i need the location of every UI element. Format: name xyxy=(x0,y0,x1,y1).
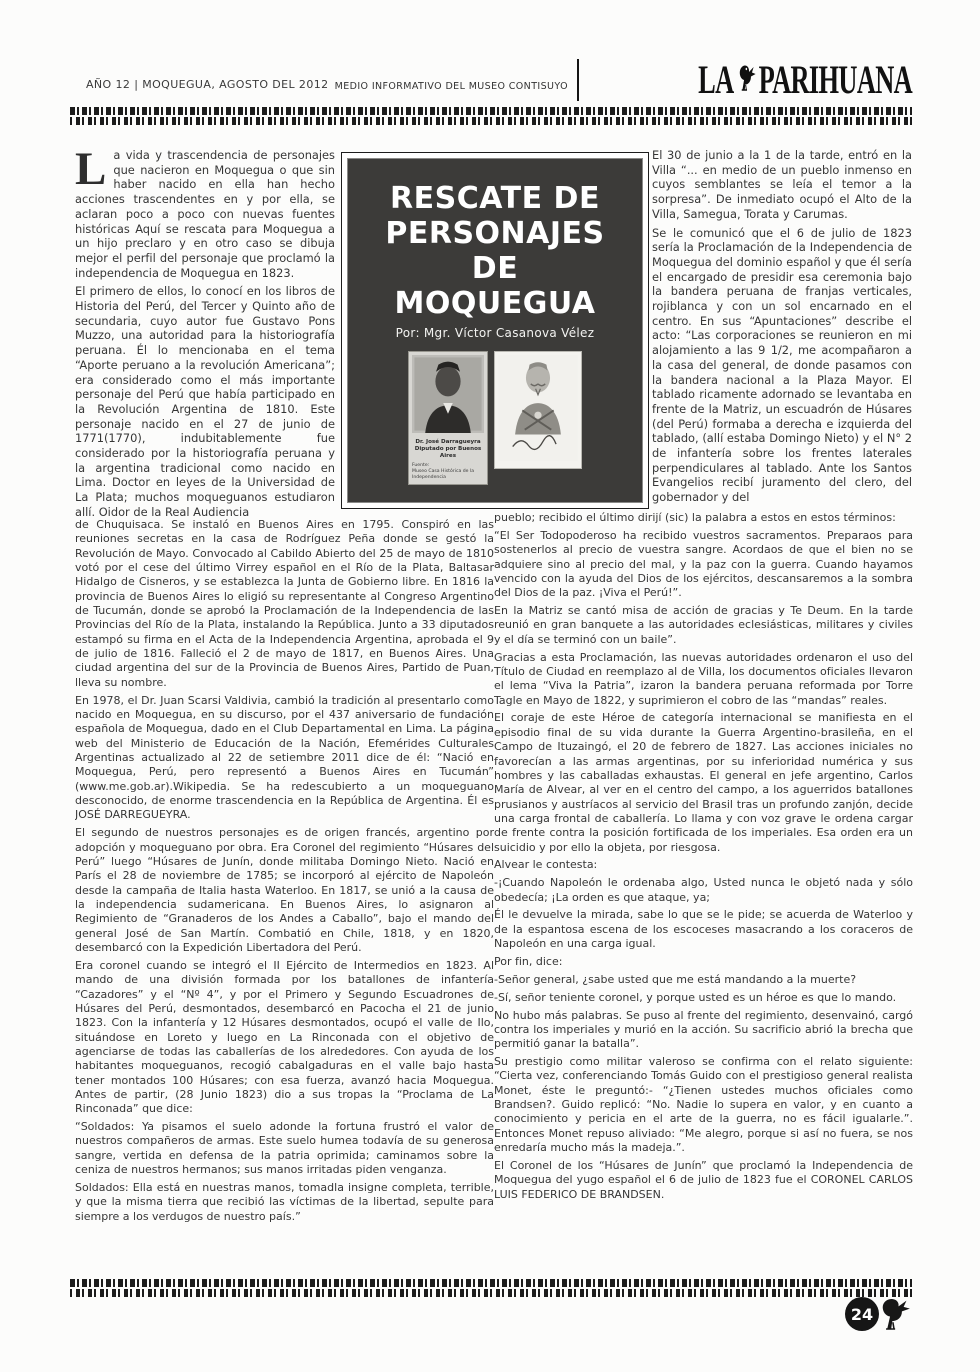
issue-info: AÑO 12 | MOQUEGUA, AGOSTO DEL 2012 xyxy=(86,78,329,91)
feature-title-line: DE xyxy=(471,251,519,286)
article-paragraph: Alvear le contesta: xyxy=(494,858,598,872)
article-paragraph: El primero de ellos, lo conocí en los libros de Historia del Perú, del Tercer y Quinto año de secundaria, cuyo autor fue Gustavo Pons Muzzo, una autoridad para la historiografía peruana. Él lo mencionaba en el tema “Aporte peruano a la revolución Americana”; era considerado como el más importante personaje del Perú que había participado en la Revolución Argentina de 1810. Este personaje nacido en el 27 de junio de 1771(1770), indubitablemente fue considerado por la historiografía peruana y la argentina tradicional como nacido en Lima. Doctor en leyes de la Universidad de La Plata; muchos moqueguanos estudiaron allí. Oidor de la Real Audiencia xyxy=(75,284,335,518)
masthead-name: PARIHUANA xyxy=(758,57,912,102)
article-paragraph: “Soldados: Ya pisamos el suelo adonde la fortuna frustró el valor de nuestros compañeros de armas. Este suelo humea todavía de su generosa sangre, vertida en defensa de la patria oprimida; caminamos sobre la ceniza de nuestros hermanos; sus manos irritadas piden venganza. xyxy=(75,1120,494,1177)
portrait-caption xyxy=(412,439,484,460)
article-paragraph: Se le comunicó que el 6 de julio de 1823 sería la Proclamación de la Independencia de Moquegua del dominio español y que él sería el encargado de presidir esa ceremonia bajo la bandera peruana de franjas verticales, rojiblanca y con un sol encarnado en el centro. En sus “Apuntaciones” describe el acto: “Las corporaciones se reunieron en mi alojamiento a las 9 1/2, me acompañaron a la casa del general, de donde pasamos con la bandera nacional a la Plaza Mayor. El tablado ricamente adornado se levantaba en frente de la Matriz, un escuadrón de Húsares (del Perú) formaba a derecha e izquierda del tablado, (allí estaba Domingo Nieto) y el N° 2 de infantería sobre los frentes laterales perpendiculares al tablado. Ante los Santos Evangelios recibí juramento del clero, del gobernador y del xyxy=(652,225,912,505)
portrait-source-name: Museo Casa Histórica de la Independencia xyxy=(412,469,475,480)
article-paragraph-text: a vida y trascendencia de personajes que nacieron en Moquegua o que sin haber nacido en ella han hecho acciones trascendentes en y por ella, se aclaran poco a poco con nuevas fuentes históricas Aquí se rescata para Moquegua a un hijo preclaro y en otro caso se dibuja mejor el perfil del personaje que proclamó la independencia de Moquegua en 1823. xyxy=(75,148,335,280)
article-paragraph: El Coronel de los “Húsares de Junín” que proclamó la Independencia de Moquegua del yugo español el 6 de julio de 1823 fue el CORONEL CARLOS LUIS FEDERICO DE BRANDSEN. xyxy=(494,1158,913,1201)
feature-title xyxy=(385,181,604,321)
masthead-area xyxy=(335,56,912,103)
masthead-la: LA xyxy=(698,57,734,102)
portrait-source-label: Fuente: xyxy=(412,463,430,468)
article-paragraph: El segundo de nuestros personajes es de origen francés, argentino por adopción y moqueguano por obra. Era Coronel del regimiento “Húsares del Perú” luego “Húsares de Junín, donde militaba Domingo Nieto. Nació en París el 28 de noviembre de 1785; se incorporó al ejército de Napoleón desde la campaña de Italia hasta Waterloo. En 1817, se unió a la causa de la independencia sudamericana. En Buenos Aires, lo asignaron al Regimiento de “Granaderos de los Andes a Caballo”, bajo el mando del general José de San Martín. Combatió en Chile, 1818, y en 1820, desembarcó con la Expedición Libertadora del Perú. xyxy=(75,826,494,954)
portrait-darragueyra-image xyxy=(412,418,484,437)
article-paragraph: El 30 de junio a la 1 de la tarde, entró en la Villa “... en medio de un pueblo inmenso en cuyos semblantes se leía el temor a la sorpresa”. De inmediato ocupó el Alto de la Villa, Samegua, Torata y Carumas. xyxy=(652,148,912,221)
article-paragraph: Por fin, dice: xyxy=(494,954,563,968)
feature-title-line: MOQUEGUA xyxy=(394,286,596,321)
article-paragraph: En la Matriz se cantó misa de acción de gracias y Te Deum. En la tarde reunió en gran banquete a las autoridades eclesiásticas, militares y civiles y el día se terminó con un baile”. xyxy=(494,604,913,646)
article-paragraph: Él le devuelve la mirada, sabe lo que se le pide; se acuerda de Waterloo y de la espantosa escena de los escoceses masacrando a los coraceros de Napoleón en una carga igual. xyxy=(494,908,913,951)
portrait-brandsen-image xyxy=(498,446,578,465)
article-paragraph: -Señor general, ¿sabe usted que me está mandando a la muerte? xyxy=(494,972,857,986)
article-paragraph: El coraje de este Héroe de categoría internacional se manifiesta en el episodio final de su vida durante la Guerra Argentino-brasileña, en el Campo de Ituzaingó, el 20 de febrero de 1827. Las acciones iniciales no favorecían a las armas argentinas, por su inferioridad numérica y sus hombres y las caballadas exhaustas. El general en jefe argentino, Carlos María de Alvear, al ver en el centro del campo, a los aguerridos batallones prusianos y austríacos al servicio del Brasil tras un profundo zanjón, decide una carga frontal de caballería. Lo llama y con voz grave le ordena cargar de frente contra la posición fortificada de los imperiales. Esa orden era un suicidio y por ello la objeta, por riesgosa. xyxy=(494,711,913,854)
drop-cap: L xyxy=(75,148,107,195)
feature-box xyxy=(341,152,649,509)
feature-title-line: RESCATE DE xyxy=(390,181,600,216)
article-paragraph: Gracias a esta Proclamación, las nuevas autoridades ordenaron el uso del Título de Ciudad en reemplazo al de Villa, los documentos oficiales llevaron el lema “Viva la Patria”, izaron la bandera peruana reformada por Torre Tagle en Mayo de 1822, y suprimieron el cobro de las “mandas” reales. xyxy=(494,650,913,707)
parihuana-bird-icon xyxy=(877,1290,911,1338)
portrait-darragueyra xyxy=(408,351,488,485)
article-left-column-main xyxy=(75,518,494,1274)
article-paragraph: -Sí, señor teniente coronel, y porque usted es un héroe es que lo mando. xyxy=(494,990,897,1004)
feature-title-line: PERSONAJES xyxy=(385,216,605,251)
masthead-divider xyxy=(577,59,579,101)
article-paragraph xyxy=(75,148,335,280)
andean-border-bottom xyxy=(70,1278,912,1298)
article-paragraph: Soldados: Ella está en nuestras manos, tomadla insigne completa, terrible, y que la misma tierra que recibió las víctimas de la libertad, sepulte para siempre a los verdugos de nuestro país.” xyxy=(75,1180,494,1223)
article-paragraph: -¡Cuando Napoleón le ordenaba algo, Usted nunca le objetó nada y sólo obedecía; ¡La orden es que ataque, ya; xyxy=(494,876,913,904)
portrait-row xyxy=(408,351,582,485)
portrait-caption-line: Dr. José Darragueyra xyxy=(415,439,481,445)
parihuana-bird-icon xyxy=(736,56,756,103)
article-paragraph: En 1978, el Dr. Juan Scarsi Valdivia, cambió la tradición al presentarlo como nacido en Moquegua, en su discurso, por el 437 aniversario de fundación española de Moquegua, dado en el Club Departamental en Lima. La página web del Ministerio de Educación de la Nación, Efemérides Culturales Argentinas actualizado al 22 de setiembre 2011 dice de él: “Nació en Moquegua, Perú, pero representó a Buenos Aires en Tucumán” (www.me.gob.ar).Wikipedia. Se ha redescubierto a un moqueguano desconocido, de enorme trascendencia en la República de Argentina. Él es JOSÉ DARREGUEYRA. xyxy=(75,693,494,822)
article-paragraph: “El Ser Todopoderoso ha recibido vuestros sacramentos. Preparaos para sostenerlos al precio de vuestra sangre. Acordaos de que el bien no se adquiere sino al precio del mal, y la paz con la guerra. Cuando hayamos vencido con la ayuda del Dios de los ejércitos, descansaremos a la sombra del Dios de la paz. ¡Viva el Perú!”. xyxy=(494,528,913,600)
article-left-column-top xyxy=(75,148,335,518)
portrait-caption-line: Diputado por Buenos Aires xyxy=(414,446,482,459)
feature-byline: Por: Mgr. Víctor Casanova Vélez xyxy=(395,326,595,340)
masthead xyxy=(698,56,912,103)
article-right-column-main xyxy=(494,511,913,1273)
article-paragraph: de Chuquisaca. Se instaló en Buenos Aires en 1795. Conspiró en las reuniones secretas en la casa de Rodríguez Peña donde se gestó la Revolución de Mayo. Convocado al Cabildo Abierto del 25 de mayo de 1810 votó por el cese del último Virrey español en el Río de la Plata, Baltasar Hidalgo de Cisneros, y se establezca la Junta de Gobierno libre. En 1816 la provincia de Buenos Aires lo eligió su representante al Congreso Argentino de Tucumán, donde se aprobó la Proclamación de la Independencia de las Provincias del Río de la Plata, instalando la República. Junto a 33 diputados estampó su firma en el Acta de la Independencia Argentina, aprobada el 9 de julio de 1816. Falleció el 2 de mayo de 1817, en Buenos Aires. Una ciudad argentina del sur de la Provincia de Buenos Aires, Partido de Puan, lleva su nombre. xyxy=(75,518,494,689)
tagline: MEDIO INFORMATIVO DEL MUSEO CONTISUYO xyxy=(334,81,568,92)
article-paragraph: Era coronel cuando se integró el II Ejército de Intermedios en 1823. Al mando de una división formada por los batallones de infantería “Cazadores” y el “Nº 4”, y por el Primero y Segundo Escuadrones de Húsares del Perú, desmontados, desembarcó en Pacocha el 21 de junio 1823. Con la infantería y 12 Húsares desmontados, ocupó el valle de Ilo, situándose en Loreto y luego en La Rinconada con el objetivo de agenciarse de todas las caballerías de los alrededores. Con ayuda de los habitantes moqueguanos, recogió cabalgaduras en el valle bajo hasta tener montados 100 Húsares; con esa fuerza, avanzó hacia Moquegua. Antes de partir, (28 Junio 1823) dio a sus tropas la “Proclama de La Rinconada” que dice: xyxy=(75,958,494,1116)
article-right-column-top xyxy=(652,148,912,514)
article-paragraph: pueblo; recibido el último dirijí (sic) la palabra a estos en estos términos: xyxy=(494,511,896,524)
portrait-source xyxy=(412,463,484,481)
andean-border-top xyxy=(70,106,912,126)
article-paragraph: Su prestigio como militar valeroso se confirma con el relato siguiente: “Cierta vez, conferenciando Tomás Guido con el prestigioso general realista Monet, éste le preguntó:- “¿Tienen ustedes muchos oficiales como Brandsen?. Guido replicó: “No. Nadie lo supera en valor, y en cuanto a conocimiento y pericia en el arte de la guerra, no es fácil igualarle.”. Entonces Monet repuso aliviado: “Me alegro, porque si así no fuera, se nos enredaría mucho más la madeja.”. xyxy=(494,1055,913,1155)
feature-box-inner xyxy=(347,158,643,503)
page-number-badge: 24 xyxy=(845,1297,879,1331)
article-paragraph: No hubo más palabras. Se puso al frente del regimiento, desenvainó, cargó contra los imperiales y murió en la acción. Su sacrificio abrió la brecha que permitió ganar la batalla”. xyxy=(494,1008,913,1051)
portrait-brandsen xyxy=(494,351,582,469)
